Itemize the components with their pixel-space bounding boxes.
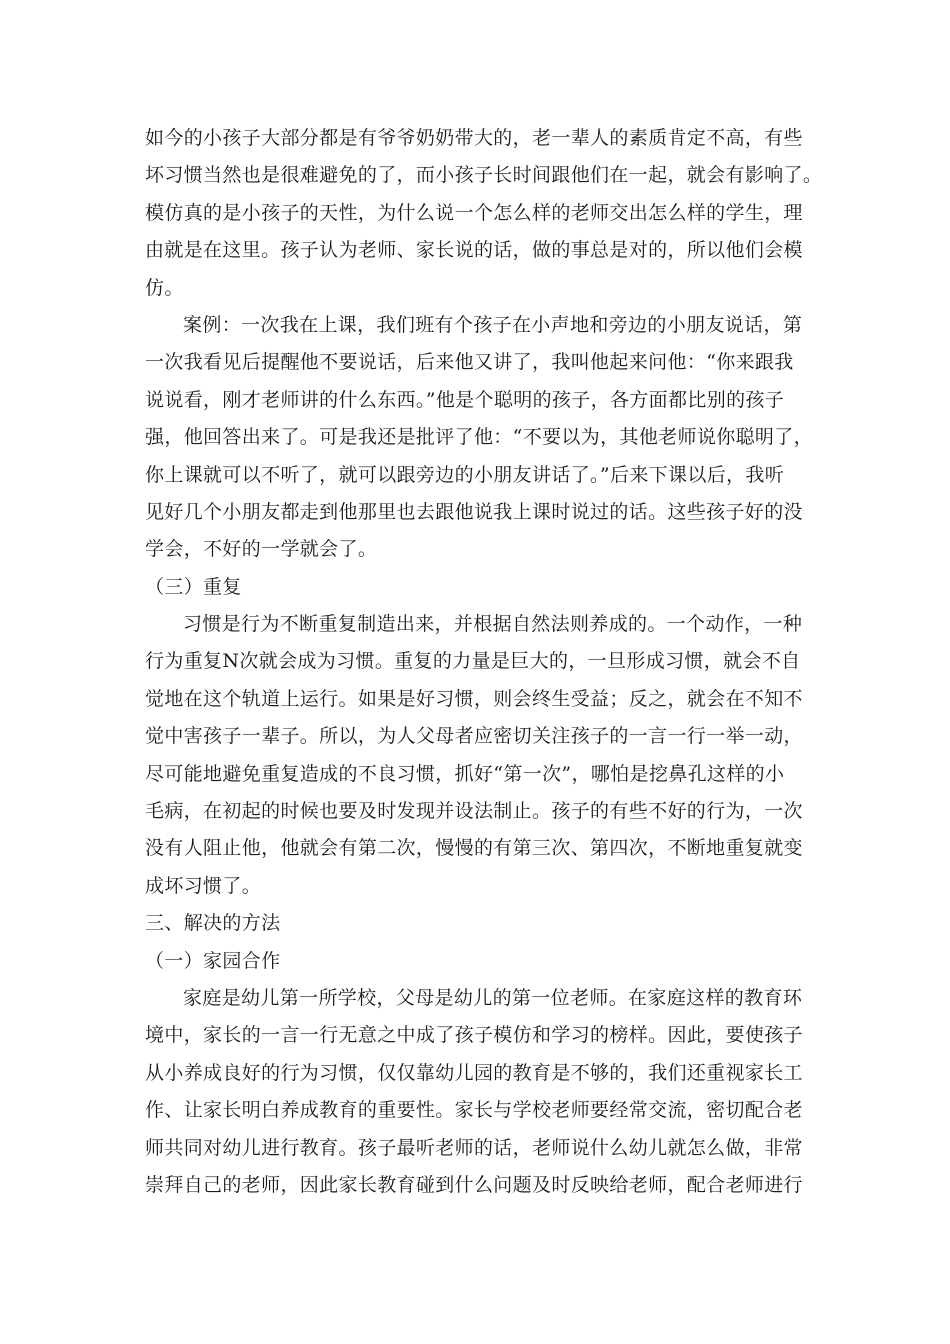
text-line: 师共同对幼儿进行教育。孩子最听老师的话，老师说什么幼儿就怎么做，非常 xyxy=(145,1136,803,1159)
paragraph-first-line: 案例：一次我在上课，我们班有个孩子在小声地和旁边的小朋友说话，第 xyxy=(183,313,803,336)
text-line: 你上课就可以不听了，就可以跟旁边的小朋友讲话了。”后来下课以后，我听 xyxy=(145,463,785,486)
text-line: 强，他回答出来了。可是我还是批评了他：“不要以为，其他老师说你聪明了， xyxy=(145,426,813,449)
text-line: 境中，家长的一言一行无意之中成了孩子模仿和学习的榜样。因此，要使孩子 xyxy=(145,1024,803,1047)
text-line: 崇拜自己的老师，因此家长教育碰到什么问题及时反映给老师，配合老师进行 xyxy=(145,1173,803,1196)
text-line: 毛病，在初起的时候也要及时发现并设法制止。孩子的有些不好的行为，一次 xyxy=(145,800,803,823)
paragraph-first-line: 习惯是行为不断重复制造出来，并根据自然法则养成的。一个动作，一种 xyxy=(183,613,803,636)
text-line: 没有人阻止他，他就会有第二次，慢慢的有第三次、第四次，不断地重复就变 xyxy=(145,837,803,860)
document-page xyxy=(145,120,823,1204)
text-line: 一次我看见后提醒他不要说话，后来他又讲了，我叫他起来问他：“你来跟我 xyxy=(145,351,794,374)
text-line: 成坏习惯了。 xyxy=(145,874,262,897)
subsection-heading: （一）家园合作 xyxy=(145,949,281,972)
text-line: 行为重复N次就会成为习惯。重复的力量是巨大的，一旦形成习惯，就会不自 xyxy=(145,650,801,673)
text-line: 说说看，刚才老师讲的什么东西。”他是个聪明的孩子，各方面都比别的孩子 xyxy=(145,388,785,411)
text-line: 学会，不好的一学就会了。 xyxy=(145,538,378,561)
text-line: 觉地在这个轨道上运行。如果是好习惯，则会终生受益；反之，就会在不知不 xyxy=(145,687,803,710)
text-line: 从小养成良好的行为习惯，仅仅靠幼儿园的教育是不够的，我们还重视家长工 xyxy=(145,1061,803,1084)
text-line: 尽可能地避免重复造成的不良习惯，抓好“第一次”，哪怕是挖鼻孔这样的小 xyxy=(145,762,785,785)
text-line: 模仿真的是小孩子的天性，为什么说一个怎么样的老师交出怎么样的学生，理 xyxy=(145,201,803,224)
text-line: 由就是在这里。孩子认为老师、家长说的话，做的事总是对的，所以他们会模 xyxy=(145,239,803,262)
text-line: 坏习惯当然也是很难避免的了，而小孩子长时间跟他们在一起，就会有影响了。 xyxy=(145,164,823,187)
section-heading: （三）重复 xyxy=(145,575,242,598)
text-line: 觉中害孩子一辈子。所以，为人父母者应密切关注孩子的一言一行一举一动， xyxy=(145,725,803,748)
text-line: 见好几个小朋友都走到他那里也去跟他说我上课时说过的话。这些孩子好的没 xyxy=(145,500,803,523)
paragraph-first-line: 家庭是幼儿第一所学校，父母是幼儿的第一位老师。在家庭这样的教育环 xyxy=(183,986,803,1009)
text-line: 作、让家长明白养成教育的重要性。家长与学校老师要经常交流，密切配合老 xyxy=(145,1099,803,1122)
text-line: 仿。 xyxy=(145,276,184,299)
section-heading: 三、解决的方法 xyxy=(145,912,281,935)
text-line: 如今的小孩子大部分都是有爷爷奶奶带大的，老一辈人的素质肯定不高，有些 xyxy=(145,127,803,149)
